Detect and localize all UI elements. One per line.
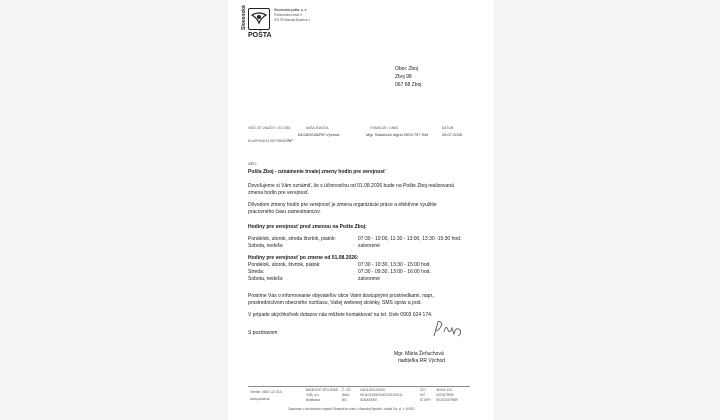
hours-before-hours-2: zatvorené (358, 243, 380, 249)
footer-bic-value: SUBASKBX (360, 398, 378, 402)
hours-after-days-3: Sobota, nedeľa: (248, 276, 284, 282)
hours-before-title: Hodiny pre verejnosť pred zmenou na Pošte Zboj: (248, 224, 367, 230)
classification-value: "V" (287, 138, 294, 143)
paragraph-4: V prípade akýchkoľvek dotazov nás môžete kontaktovať na tel. čísle 0903 624 174. (248, 312, 433, 318)
footer-iban-value: SK1102000000001001120011 (360, 393, 403, 397)
footer-ico-value: 36 631 124 (436, 388, 452, 392)
paragraph-1-line-1: Dovoľujeme si Vám oznámiť, že s účinnosťou od 01.08.2026 bude na Pošte Zboj realizovaná (248, 183, 454, 189)
footer-iban-label: IBAN (342, 393, 350, 397)
sender-name: Slovenská pošta, a. s. (274, 8, 308, 12)
recipient-street: Zboj 98 (395, 74, 412, 80)
hours-after-title: Hodiny pre verejnosť po zmene od 01.08.2026: (248, 255, 359, 261)
footer-icdph-label: IČ DPH (420, 398, 431, 402)
footer-acct-label: Č. ÚČ. (342, 388, 352, 392)
footer-bic-label: BIC (342, 398, 348, 402)
logo-word: POŠTA (248, 32, 272, 39)
footer-web: www.posta.sk (250, 397, 270, 401)
footer-registry: Zapísaná v obchodnom registri Okresného súdu v Banskej Bystrici, oddiel Sa, vl. č. 803/S (288, 407, 415, 411)
ref-date-value: 28.07.2026 (442, 132, 463, 137)
hours-before-hours-1: 07:30 - 10:00, 11:30 - 13:00, 13:30 -15:30 hod. (358, 236, 462, 242)
footer-bank-city: Bratislava (306, 398, 320, 402)
ref-our-value: 64/28/2026/RR Východ (298, 132, 340, 137)
footer-bank-name: VÚB, a.s. (306, 393, 320, 397)
ref-our-label: NAŠA ZNAČKA (306, 126, 329, 130)
recipient-name: Obec Zboj (395, 66, 419, 72)
footer-divider (248, 386, 470, 387)
hours-after-days-1: Pondelok, utorok, štvrtok, piatok: (248, 262, 321, 268)
footer-bank-label: BANKOVÉ SPOJENIE (306, 388, 339, 392)
footer-icdph-value: SK2021879959 (436, 398, 458, 402)
signature-icon (430, 318, 466, 340)
recipient-city: 067 68 Zboj (395, 82, 422, 88)
paragraph-1-line-2: zmena hodín pre verejnosť. (248, 190, 310, 196)
greeting: S pozdravom (248, 330, 278, 336)
ref-handler-label: VYBAVUJE / LINKA (370, 126, 399, 130)
hours-before-days-1: Pondelok, utorok, streda štvrtok, piatok: (248, 236, 336, 242)
footer-ico-label: IČO (420, 388, 426, 392)
vec-label: VEC: (248, 161, 258, 166)
footer-acct-value: 1001120011/0200 (360, 388, 386, 392)
footer-dic-value: 2021879959 (436, 393, 454, 397)
hours-before-days-2: Sobota, nedeľa: (248, 243, 284, 249)
hours-after-hours-2: 07:30 - 09:30, 13:00 - 16:00 hod. (358, 269, 431, 275)
ref-date-label: DÁTUM (442, 126, 454, 130)
ref-your-label: VÁŠ LIST ZNAČKY / ZO DŇA (248, 126, 291, 130)
paragraph-2-line-1: Dôvodom zmeny hodín pre verejnosť je zmena organizácie práce a efektívne využitie (248, 202, 437, 208)
sender-street: Partizánska cesta 9 (274, 13, 302, 17)
paragraph-3-line-1: Prosíme Vás o informovanie obyvateľov obce Vami dostupnými prostriedkami, napr., (248, 293, 435, 299)
classification-label: KLASIFIKÁCIA INFORMÁCIÍ (248, 139, 289, 143)
logo-vertical-text: Slovenská (241, 5, 247, 30)
letter-page (228, 0, 494, 420)
paragraph-2-line-2: pracovného času zamestnancov. (248, 209, 321, 215)
hours-after-hours-1: 07:30 - 10:30, 13:30 - 15:00 hod. (358, 262, 431, 268)
ref-handler-value: Mgr. Sabolová Ingrid 0903 797 549 (366, 132, 429, 137)
footer-dic-label: DIČ (420, 393, 426, 397)
paragraph-3-line-2: prostredníctvom obecného rozhlasu, Vašej webovej stránky, SMS správ a pod. (248, 300, 422, 306)
hours-after-hours-3: zatvorené (358, 276, 380, 282)
posthorn-logo-icon (248, 8, 270, 30)
letter-subject: Pošta Zboj - oznámenie trvalej zmeny hodín pre verejnosť (248, 169, 386, 175)
hours-after-days-2: Streda: (248, 269, 265, 275)
signer-title: riaditeľka RR Východ (398, 358, 446, 364)
footer-phone: Telefón: 0800 122 413 (250, 390, 282, 394)
signer-name: Mgr. Mária Žeňuchová (394, 351, 444, 357)
sender-city: 975 99 Banská Bystrica 1 (274, 18, 311, 22)
